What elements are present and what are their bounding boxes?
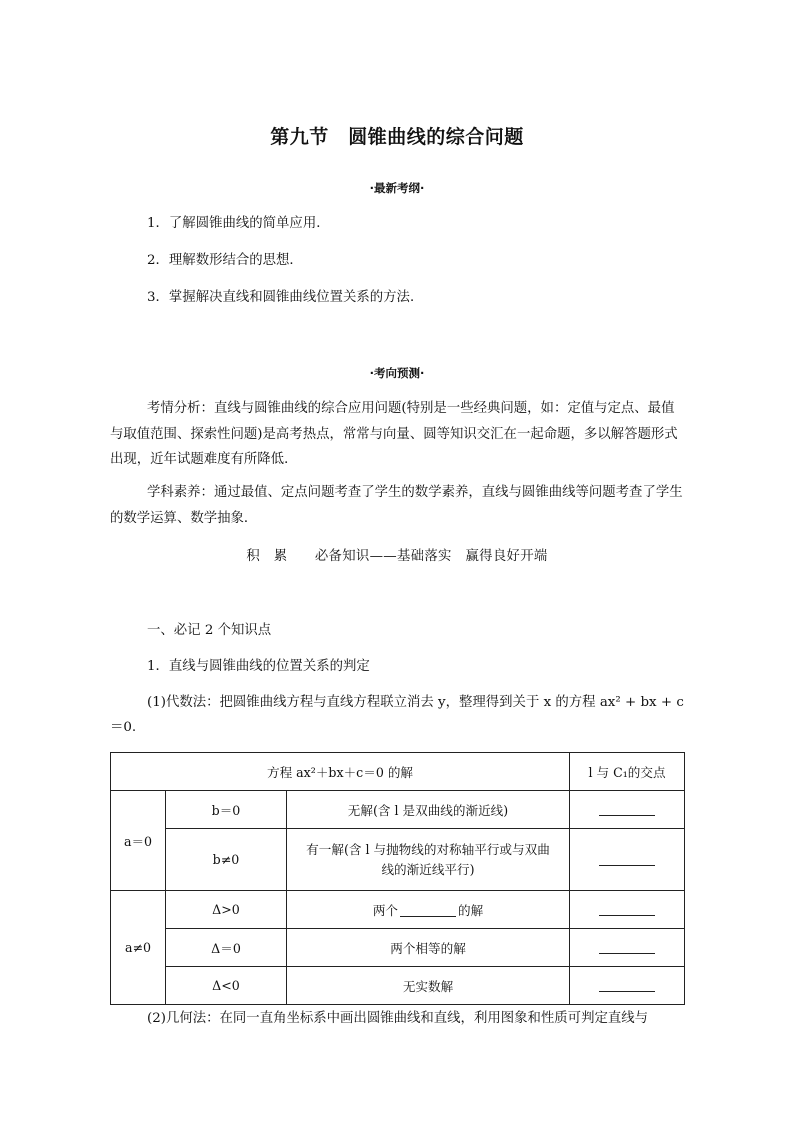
answer-blank[interactable] bbox=[570, 929, 685, 967]
table-header-intersections: l 与 C₁的交点 bbox=[570, 753, 685, 791]
answer-blank[interactable] bbox=[570, 967, 685, 1005]
table-cond: Δ<0 bbox=[166, 967, 287, 1005]
outline-heading: ·最新考纲· bbox=[369, 181, 425, 195]
geometry-method-line: (2)几何法：在同一直角坐标系中画出圆锥曲线和直线，利用图象和性质可判定直线与 bbox=[147, 1011, 649, 1026]
section-heading: 一、必记 2 个知识点 bbox=[147, 623, 272, 638]
answer-blank[interactable] bbox=[570, 791, 685, 829]
table-row bbox=[111, 929, 685, 967]
outline-item-2: 2．理解数形结合的思想． bbox=[147, 253, 303, 268]
algebra-method-line1: (1)代数法：把圆锥曲线方程与直线方程联立消去 y，整理得到关于 x 的方程 ax² + bx + c bbox=[147, 695, 684, 710]
table-header-row bbox=[111, 753, 685, 791]
table-cond: Δ＝0 bbox=[166, 929, 287, 967]
table-desc: 无解(含 l 是双曲线的渐近线) bbox=[287, 791, 570, 829]
table-group-a-nonzero: a≠0 bbox=[111, 891, 166, 1005]
table-cond: b≠0 bbox=[166, 829, 287, 891]
table-desc-pre: 两个 bbox=[372, 903, 398, 918]
answer-blank[interactable] bbox=[570, 829, 685, 891]
table-desc-post: 的解 bbox=[458, 903, 484, 918]
table-group-a-zero: a＝0 bbox=[111, 791, 166, 891]
table-row bbox=[111, 829, 685, 891]
outline-item-3: 3．掌握解决直线和圆锥曲线位置关系的方法． bbox=[147, 290, 424, 305]
table-cond: Δ>0 bbox=[166, 891, 287, 929]
table-desc-line2: 线的渐近线平行) bbox=[381, 861, 475, 877]
table-desc bbox=[287, 829, 570, 891]
subsection-heading: 1．直线与圆锥曲线的位置关系的判定 bbox=[147, 659, 370, 674]
fill-blank[interactable] bbox=[400, 904, 456, 917]
forecast-analysis: 考情分析：直线与圆锥曲线的综合应用问题(特别是一些经典问题，如：定值与定点、最值与取值范围、探索性问题)是高考热点，常常与向量、圆等知识交汇在一起命题，多以解答题形式出现，近年试题难度有所降低． bbox=[110, 401, 678, 467]
answer-blank[interactable] bbox=[570, 891, 685, 929]
table-desc bbox=[287, 891, 570, 929]
table-header-solutions: 方程 ax²＋bx＋c＝0 的解 bbox=[111, 753, 570, 791]
table-row bbox=[111, 891, 685, 929]
intersection-table bbox=[110, 752, 685, 1005]
table-row bbox=[111, 967, 685, 1005]
page-title: 第九节 圆锥曲线的综合问题 bbox=[270, 126, 524, 148]
table-cond: b＝0 bbox=[166, 791, 287, 829]
table-desc-line1: 有一解(含 l 与抛物线的对称轴平行或与双曲 bbox=[306, 841, 550, 857]
table-desc: 无实数解 bbox=[287, 967, 570, 1005]
algebra-method-line2: ＝0. bbox=[110, 720, 137, 735]
banner: 积 累 必备知识——基础落实 赢得良好开端 bbox=[246, 549, 548, 564]
table-desc: 两个相等的解 bbox=[287, 929, 570, 967]
table-row bbox=[111, 791, 685, 829]
outline-item-1: 1．了解圆锥曲线的简单应用． bbox=[147, 216, 330, 231]
forecast-literacy: 学科素养：通过最值、定点问题考查了学生的数学素养，直线与圆锥曲线等问题考查了学生的数学运算、数学抽象． bbox=[110, 485, 683, 526]
forecast-heading: ·考向预测· bbox=[369, 366, 425, 380]
